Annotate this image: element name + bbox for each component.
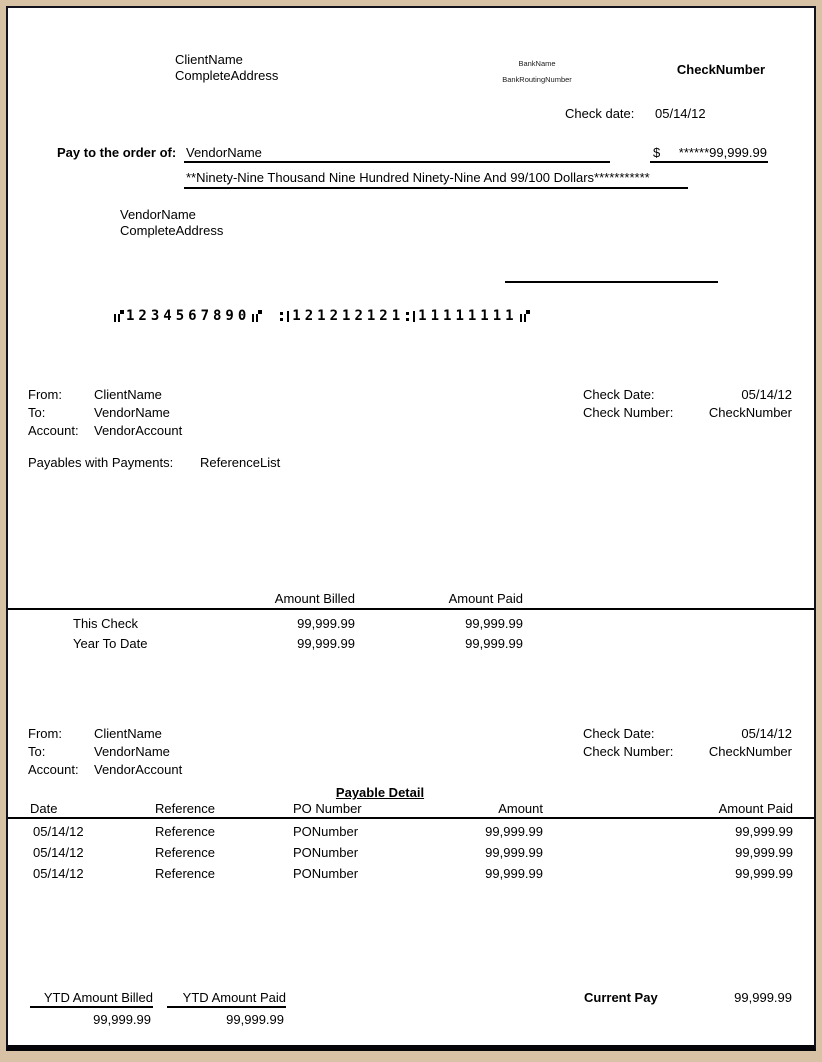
current-pay-label: Current Pay	[584, 990, 658, 1005]
signature-line	[505, 281, 718, 283]
col-header-amount: Amount	[498, 801, 543, 816]
cell-amount: 99,999.99	[485, 866, 543, 881]
payables-label: Payables with Payments:	[28, 455, 174, 470]
micr-line: 1234567890 121212121 11111111	[112, 308, 532, 324]
vendor-address: CompleteAddress	[120, 223, 224, 238]
stub1-from-value: ClientName	[94, 387, 162, 402]
check-date-value: 05/14/12	[655, 106, 706, 121]
check-amount: ******99,999.99	[678, 145, 767, 160]
stub1-check-number-label: Check Number:	[583, 405, 674, 420]
pay-to-label: Pay to the order of:	[57, 145, 177, 160]
cell-reference: Reference	[155, 824, 215, 839]
stub2-check-number-value: CheckNumber	[708, 744, 792, 759]
cell-amount-paid: 99,999.99	[735, 866, 793, 881]
stub2-check-date-label: Check Date:	[583, 726, 655, 741]
bank-routing-number: BankRoutingNumber	[502, 75, 572, 84]
cell-po: PONumber	[293, 824, 359, 839]
stub1-from-label: From:	[28, 387, 62, 402]
ytd-billed-header: YTD Amount Billed	[30, 990, 153, 1008]
summary-billed-header: Amount Billed	[274, 591, 355, 606]
stub1-to-label: To:	[28, 405, 46, 420]
stub2-to-label: To:	[28, 744, 46, 759]
bank-name: BankName	[518, 59, 556, 68]
stub1-account-value: VendorAccount	[94, 423, 183, 438]
cell-amount-paid: 99,999.99	[735, 824, 793, 839]
cell-reference: Reference	[155, 845, 215, 860]
check-date-label: Check date:	[565, 106, 635, 121]
summary-row-label: This Check	[73, 616, 139, 631]
currency-symbol: $	[653, 145, 661, 160]
stub1-to-value: VendorName	[94, 405, 170, 420]
stub2-account-value: VendorAccount	[94, 762, 183, 777]
amount-in-words: **Ninety-Nine Thousand Nine Hundred Ninety-Nine And 99/100 Dollars***********	[186, 170, 650, 185]
payables-value: ReferenceList	[200, 455, 281, 470]
stub2-to-value: VendorName	[94, 744, 170, 759]
client-address: CompleteAddress	[175, 68, 279, 83]
summary-divider-line	[8, 608, 814, 610]
col-header-amount-paid: Amount Paid	[718, 801, 793, 816]
client-name: ClientName	[175, 52, 243, 67]
cell-reference: Reference	[155, 866, 215, 881]
current-pay-value: 99,999.99	[734, 990, 792, 1005]
check-number: CheckNumber	[676, 62, 765, 77]
col-header-po: PO Number	[293, 801, 362, 816]
table-header-line	[8, 817, 814, 819]
cell-amount-paid: 99,999.99	[735, 845, 793, 860]
payee-name: VendorName	[186, 145, 262, 160]
cell-date: 05/14/12	[33, 824, 84, 839]
stub1-check-number-value: CheckNumber	[708, 405, 792, 420]
cell-date: 05/14/12	[33, 845, 84, 860]
vendor-name: VendorName	[120, 207, 196, 222]
col-header-date: Date	[30, 801, 58, 816]
ytd-billed-value: 99,999.99	[93, 1012, 151, 1027]
payee-underline	[184, 161, 610, 163]
stub2-account-label: Account:	[28, 762, 79, 777]
cell-amount: 99,999.99	[485, 845, 543, 860]
ytd-paid-value: 99,999.99	[226, 1012, 284, 1027]
amount-underline	[650, 161, 768, 163]
summary-row-label: Year To Date	[73, 636, 148, 651]
stub1-check-date-value: 05/14/12	[741, 387, 792, 402]
summary-row-paid: 99,999.99	[465, 616, 523, 631]
stub2-check-date-value: 05/14/12	[741, 726, 792, 741]
stub2-check-number-label: Check Number:	[583, 744, 674, 759]
col-header-reference: Reference	[155, 801, 215, 816]
stub2-from-value: ClientName	[94, 726, 162, 741]
ytd-paid-header: YTD Amount Paid	[167, 990, 286, 1008]
cell-po: PONumber	[293, 845, 359, 860]
cell-amount: 99,999.99	[485, 824, 543, 839]
amount-words-underline	[184, 187, 688, 189]
summary-row-paid: 99,999.99	[465, 636, 523, 651]
summary-row-billed: 99,999.99	[297, 636, 355, 651]
payable-detail-title: Payable Detail	[335, 785, 425, 800]
cell-po: PONumber	[293, 866, 359, 881]
stub2-from-label: From:	[28, 726, 62, 741]
stub1-account-label: Account:	[28, 423, 79, 438]
stub1-check-date-label: Check Date:	[583, 387, 655, 402]
cell-date: 05/14/12	[33, 866, 84, 881]
summary-paid-header: Amount Paid	[448, 591, 523, 606]
summary-row-billed: 99,999.99	[297, 616, 355, 631]
